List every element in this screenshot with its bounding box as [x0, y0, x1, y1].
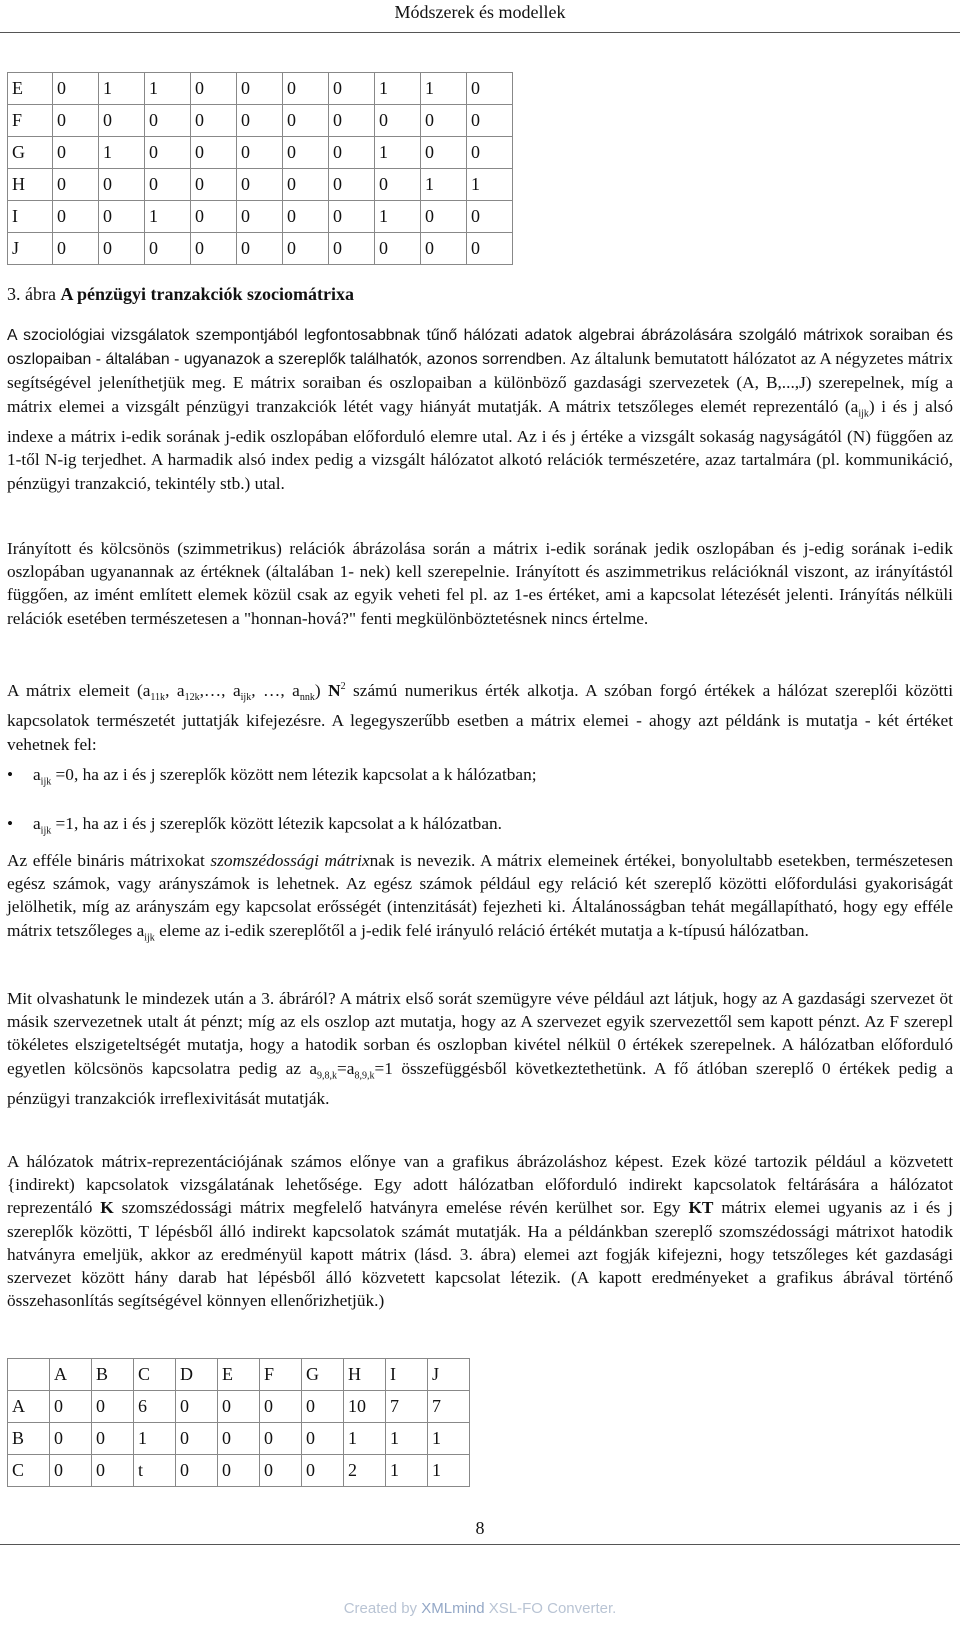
- matrix-cell: 1: [428, 1455, 470, 1487]
- column-header-cell: E: [218, 1359, 260, 1391]
- credit-prefix: Created by: [343, 1600, 422, 1617]
- p5-s2: 8,9,k: [354, 1070, 375, 1082]
- matrix-cell: 0: [467, 73, 513, 105]
- matrix-cell: 0: [176, 1391, 218, 1423]
- matrix-cell: 1: [467, 169, 513, 201]
- p5-a: Mit olvashatunk le mindezek után a 3. ábráról? A mátrix első sorát szemügyre véve például azt látjuk, hogy az A gazdasági szervezet öt másik szervezetnek utalt át pénzt; míg az els oszlop azt mutatja, hogy az A szervezet egyik szervezettől sem kapott pénzt. Az F szerepl tökéletes elszigeteltségét mutatja, hogy a hatodik sorban és oszlopban kivétel nélkül 0 értékek szerepelnek. A hálózatban előforduló egyetlen kölcsönös kapcsolatra pedig az a: [7, 989, 953, 1078]
- matrix-cell: 0: [176, 1455, 218, 1487]
- matrix-cell: 1: [99, 137, 145, 169]
- matrix-cell: 0: [191, 233, 237, 265]
- matrix-cell: 0: [99, 169, 145, 201]
- matrix-cell: 7: [386, 1391, 428, 1423]
- matrix-cell: 0: [375, 233, 421, 265]
- matrix-cell: 0: [421, 201, 467, 233]
- figure-caption: [7, 284, 953, 305]
- p4-b: nak is nevezik. A mátrix elemeinek értékei, bonyolultabb esetekben, természetesen egész számok, vagy arányszámok is lehetnek. Az egész számok például egy reláció két szereplő közötti előfordulási gyakoriságát jelölhetik, míg az arányszám egy kapcsolat erősségét (intenzitását) fejezheti ki. Általánosságban tehát megállapítható, hogy egy efféle mátrix tetszőleges a: [7, 851, 953, 940]
- matrix-cell: 1: [145, 73, 191, 105]
- p3-s1: 11k: [150, 692, 166, 704]
- p6-b: szomszédossági mátrix megfelelő hatványra emelése révén kerülhet sor. Egy: [113, 1198, 689, 1218]
- p6-a: A hálózatok mátrix-reprezentációjának számos előnye van a grafikus ábrázoláshoz képest. Ezek közé tartozik például a közvetett {indirekt) kapcsolatok vizsgálatának lehetősége. Egy adott hálózatban előforduló indirekt kapcsolatok feltárására a hálózatot reprezentáló: [7, 1152, 953, 1218]
- table-header-row: [8, 1359, 470, 1391]
- bottom-matrix-section: [7, 1358, 953, 1487]
- row-label-cell: C: [8, 1455, 50, 1487]
- row-label-cell: H: [8, 169, 53, 201]
- matrix-cell: 0: [283, 137, 329, 169]
- matrix-cell: 0: [329, 169, 375, 201]
- bullet-text: =1, ha az i és j szereplők között létezik kapcsolat a k hálózatban.: [51, 814, 502, 834]
- matrix-cell: 1: [428, 1423, 470, 1455]
- column-header-cell: F: [260, 1359, 302, 1391]
- matrix-cell: 0: [237, 105, 283, 137]
- matrix-cell: 0: [191, 201, 237, 233]
- matrix-cell: 0: [218, 1455, 260, 1487]
- row-label-cell: I: [8, 201, 53, 233]
- credit-rest: XSL-FO Converter.: [484, 1600, 617, 1617]
- p3-sup: 2: [340, 681, 346, 692]
- matrix-cell: 0: [329, 137, 375, 169]
- matrix-cell: 6: [134, 1391, 176, 1423]
- p3-d: , …, a: [251, 680, 300, 700]
- matrix-cell: 0: [329, 201, 375, 233]
- matrix-cell: 0: [237, 201, 283, 233]
- matrix-cell: 0: [92, 1455, 134, 1487]
- matrix-cell: 10: [344, 1391, 386, 1423]
- matrix-cell: 1: [145, 201, 191, 233]
- p5-c: =1 összefüggésből következtethetünk. A fő átlóban szereplő 0 értékek pedig a pénzügyi tranzakciók irreflexivitását mutatják.: [7, 1058, 953, 1109]
- matrix-cell: 0: [302, 1423, 344, 1455]
- matrix-cell: 1: [134, 1423, 176, 1455]
- matrix-cell: 1: [386, 1423, 428, 1455]
- matrix-cell: 0: [237, 169, 283, 201]
- matrix-cell: 0: [237, 233, 283, 265]
- footer-divider: [0, 1544, 960, 1545]
- matrix-cell: 0: [145, 233, 191, 265]
- p5-b: =a: [337, 1058, 355, 1078]
- matrix-cell: 0: [467, 201, 513, 233]
- table-row: [8, 169, 513, 201]
- sociomatrix-table-top: [7, 72, 513, 265]
- header-divider: [0, 32, 960, 33]
- matrix-cell: 1: [344, 1423, 386, 1455]
- page-header: [0, 0, 960, 23]
- column-header-cell: B: [92, 1359, 134, 1391]
- matrix-cell: 0: [421, 105, 467, 137]
- row-label-cell: A: [8, 1391, 50, 1423]
- table-row: [8, 105, 513, 137]
- table-row: [8, 1423, 470, 1455]
- matrix-cell: 0: [191, 169, 237, 201]
- bullet-text: =0, ha az i és j szereplők között nem létezik kapcsolat a k hálózatban;: [51, 765, 537, 784]
- column-header-cell: [8, 1359, 50, 1391]
- result-matrix-table: [7, 1358, 470, 1487]
- p1-sans-part: A szociológiai vizsgálatok szempontjából legfontosabbnak tűnő hálózati adatok algebrai ábrázolására szolgáló mátrixok soraiban és oszlopaiban - általában - ugyanazok a szereplők találhatók, azonos sorrendben.: [7, 327, 953, 369]
- matrix-cell: 0: [99, 233, 145, 265]
- bullet-sub: ijk: [40, 825, 52, 837]
- matrix-cell: 0: [191, 137, 237, 169]
- table-row: [8, 201, 513, 233]
- column-header-cell: G: [302, 1359, 344, 1391]
- header-title: Módszerek és modellek: [394, 2, 566, 22]
- paragraph-3: [7, 675, 953, 756]
- matrix-cell: 0: [421, 233, 467, 265]
- matrix-cell: 0: [50, 1423, 92, 1455]
- p4-a: Az efféle bináris mátrixokat: [7, 851, 211, 870]
- row-label-cell: F: [8, 105, 53, 137]
- p3-s4: nnk: [299, 692, 315, 704]
- matrix-cell: 0: [375, 105, 421, 137]
- bullet-list: [7, 763, 953, 843]
- matrix-cell: 0: [50, 1391, 92, 1423]
- p1-sub: ijk: [858, 408, 869, 420]
- bullet-a: a: [33, 814, 41, 834]
- matrix-cell: 0: [99, 105, 145, 137]
- row-label-cell: E: [8, 73, 53, 105]
- matrix-cell: 0: [50, 1455, 92, 1487]
- top-matrix-section: [7, 72, 953, 265]
- matrix-cell: 1: [421, 169, 467, 201]
- matrix-cell: 0: [191, 73, 237, 105]
- matrix-cell: 0: [283, 201, 329, 233]
- matrix-cell: 0: [145, 169, 191, 201]
- column-header-cell: J: [428, 1359, 470, 1391]
- matrix-cell: 7: [428, 1391, 470, 1423]
- column-header-cell: I: [386, 1359, 428, 1391]
- matrix-cell: 0: [467, 105, 513, 137]
- matrix-cell: t: [134, 1455, 176, 1487]
- matrix-cell: 0: [92, 1423, 134, 1455]
- p3-n: N: [328, 680, 341, 700]
- matrix-cell: 0: [53, 201, 99, 233]
- p1-text-b: ) i és j alsó indexe a mátrix i-edik sorának j-edik oszlopában előforduló elemre utal. Az i és j értéke a vizsgált sokaság nagyságától (N) függően az 1-től N-ig terjedhet. A harmadik alsó index pedig a vizsgált hálózatot alkotó relációk természetére, azaz tartalmára (pl. kommunikáció, pénzügyi tranzakció, tekintély stb.) utal.: [7, 396, 953, 493]
- matrix-cell: 0: [260, 1423, 302, 1455]
- matrix-cell: 0: [302, 1391, 344, 1423]
- matrix-cell: 1: [375, 201, 421, 233]
- column-header-cell: D: [176, 1359, 218, 1391]
- p3-a: A mátrix elemeit (a: [7, 680, 151, 700]
- caption-title: A pénzügyi tranzakciók szociomátrixa: [60, 284, 354, 304]
- row-label-cell: B: [8, 1423, 50, 1455]
- matrix-cell: 0: [53, 137, 99, 169]
- bullet-a: a: [33, 765, 41, 784]
- matrix-cell: 0: [237, 137, 283, 169]
- p4-em: szomszédossági mátrix: [210, 851, 370, 870]
- caption-prefix: 3. ábra: [7, 284, 61, 304]
- matrix-cell: 1: [375, 137, 421, 169]
- p3-s2: 12k: [184, 692, 200, 704]
- p3-e: ): [314, 680, 329, 700]
- column-header-cell: H: [344, 1359, 386, 1391]
- matrix-cell: 0: [302, 1455, 344, 1487]
- matrix-cell: 1: [386, 1455, 428, 1487]
- matrix-cell: 0: [260, 1455, 302, 1487]
- matrix-cell: 0: [53, 105, 99, 137]
- converter-credit: [0, 1600, 960, 1617]
- p3-s3: ijk: [240, 692, 252, 704]
- p5-s1: 9,8,k: [317, 1070, 338, 1082]
- matrix-cell: 0: [260, 1391, 302, 1423]
- p2-text: Irányított és kölcsönös (szimmetrikus) relációk ábrázolása során a mátrix i-edik sorának jedik oszlopában és j-edig sorának i-edik oszlopában ugyanannak az értéknek (általában 1- nek) kell szerepelnie. Irányított és aszimmetrikus relációknál viszont, az irányítástól függően, az imént említett elemek közül csak az egyik veheti fel pl. az 1-es értéket, ami a kapcsolat létezését jelenti. Irányítás nélküli relációk esetében természetesen a "honnan-hová?" fenti megkülönböztetésnek nincs értelme.: [7, 539, 953, 628]
- table-row: [8, 137, 513, 169]
- matrix-cell: 0: [329, 105, 375, 137]
- matrix-cell: 0: [145, 105, 191, 137]
- matrix-cell: 0: [467, 233, 513, 265]
- column-header-cell: A: [50, 1359, 92, 1391]
- p6-k1: K: [100, 1198, 114, 1218]
- bullet-dot: •: [7, 765, 14, 784]
- matrix-cell: 0: [237, 73, 283, 105]
- matrix-cell: 0: [92, 1391, 134, 1423]
- paragraph-1: [7, 323, 953, 495]
- matrix-cell: 0: [283, 105, 329, 137]
- matrix-cell: 0: [329, 233, 375, 265]
- column-header-cell: C: [134, 1359, 176, 1391]
- bullet-item: [7, 763, 953, 793]
- p4-sub: ijk: [144, 932, 155, 944]
- matrix-cell: 0: [191, 105, 237, 137]
- matrix-cell: 0: [99, 201, 145, 233]
- paragraph-5: [7, 987, 953, 1110]
- matrix-cell: 0: [53, 169, 99, 201]
- row-label-cell: J: [8, 233, 53, 265]
- bullet-dot: •: [7, 814, 14, 834]
- matrix-cell: 0: [176, 1423, 218, 1455]
- matrix-cell: 0: [375, 169, 421, 201]
- matrix-cell: 0: [329, 73, 375, 105]
- matrix-cell: 1: [375, 73, 421, 105]
- p6-k2: KT: [688, 1198, 714, 1218]
- matrix-cell: 0: [283, 169, 329, 201]
- matrix-cell: 0: [218, 1423, 260, 1455]
- p3-f: számú numerikus érték alkotja. A szóban forgó értékek a hálózat szereplői közötti kapcsolatok természetét juttatják kifejezésre. A legegyszerűbb esetben a mátrix elemei - ahogy azt példánk is mutatja - két értéket vehetnek fel:: [7, 680, 954, 754]
- matrix-cell: 0: [421, 137, 467, 169]
- table-row: [8, 1391, 470, 1423]
- matrix-cell: 1: [421, 73, 467, 105]
- paragraph-2: [7, 537, 953, 630]
- matrix-cell: 1: [99, 73, 145, 105]
- matrix-cell: 2: [344, 1455, 386, 1487]
- matrix-cell: 0: [53, 233, 99, 265]
- matrix-cell: 0: [218, 1391, 260, 1423]
- p3-c: ,…, a: [199, 680, 241, 700]
- table-row: [8, 233, 513, 265]
- matrix-cell: 0: [53, 73, 99, 105]
- p4-c: eleme az i-edik szereplőtől a j-edik felé irányuló reláció értékét mutatja a k-típusú hálózatban.: [154, 920, 809, 940]
- bullet-item: [7, 812, 953, 842]
- matrix-cell: 0: [283, 233, 329, 265]
- matrix-cell: 0: [145, 137, 191, 169]
- matrix-cell: 0: [467, 137, 513, 169]
- credit-brand: XMLmind: [421, 1600, 485, 1617]
- p3-b: , a: [165, 680, 185, 700]
- page-number: 8: [475, 1518, 485, 1538]
- row-label-cell: G: [8, 137, 53, 169]
- table-row: [8, 1455, 470, 1487]
- paragraph-6: [7, 1150, 953, 1312]
- table-row: [8, 73, 513, 105]
- bullet-sub: ijk: [40, 776, 52, 788]
- matrix-cell: 0: [283, 73, 329, 105]
- p6-c: mátrix elemei ugyanis az i és j szereplők közötti, T lépésből álló indirekt kapcsolatok számát mutatják. Ha a példánkban szereplő szomszédossági mátrixot hatodik hatványra emeljük, akkor az eredményül kapott mátrix (lásd. 3. ábra) elemei azt fogják kifejezni, hogy tetszőleges két gazdasági szervezet között hány darab hat lépésből álló közvetett kapcsolat létezik. (A kapott eredményeket a grafikus ábrával történő összehasonlítás segítségével könnyen ellenőrizhetjük.): [7, 1198, 953, 1311]
- paragraph-4: [7, 849, 953, 949]
- p1-text-a: Az általunk bemutatott hálózatot az A négyzetes mátrix segítségével jeleníthetjük meg. E mátrix soraiban és oszlopaiban a különböző gazdasági szervezetek (A, B,...,J) szerepelnek, míg a mátrix elemei a vizsgált pénzügyi tranzakciók létét vagy hiányát mutatják. A mátrix tetszőleges elemét reprezentáló (a: [7, 349, 954, 416]
